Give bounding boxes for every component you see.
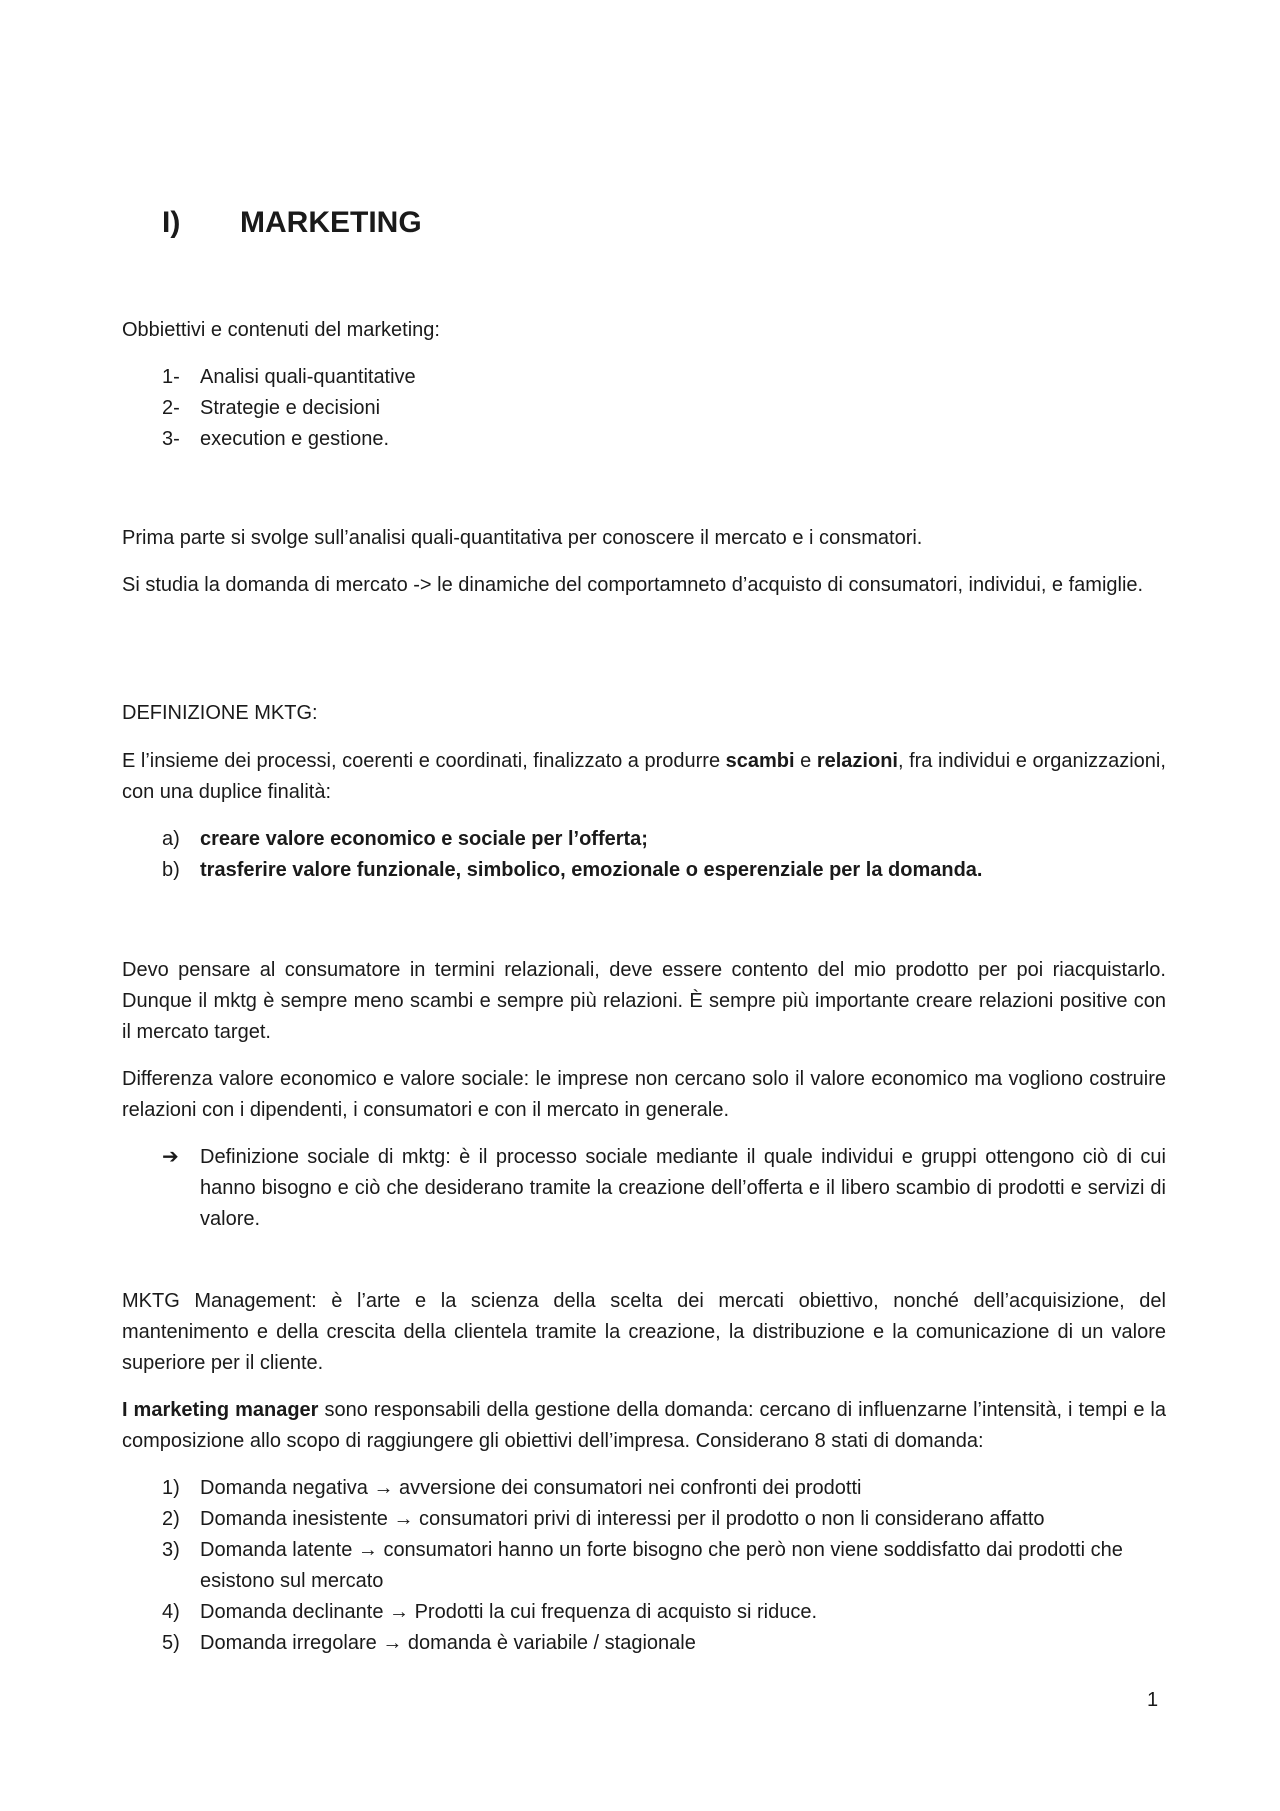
text-run: sono responsabili della gestione della domanda: cercano di influenzarne l’intensità, i tempi e la composizione allo scopo di raggiungere gli obiettivi dell’impresa. Considerano 8 stati di domanda: xyxy=(122,1399,1166,1452)
list-marker: 1- xyxy=(162,366,180,388)
paragraph: Si studia la domanda di mercato -> le dinamiche del comportamneto d’acquisto di consumatori, individui, e famiglie. xyxy=(122,574,1144,596)
list-item xyxy=(122,824,1166,855)
analysis-block xyxy=(122,523,1166,601)
definition-paragraph xyxy=(122,746,1166,808)
intro-block xyxy=(122,315,1166,455)
list-item-text: Domanda negativa → avversione dei consumatori nei confronti dei prodotti xyxy=(200,1477,862,1499)
list-item-text: execution e gestione. xyxy=(200,428,390,450)
list-item-text: Analisi quali-quantitative xyxy=(200,366,416,388)
section-number: I) xyxy=(162,206,181,239)
list-marker: 3- xyxy=(162,428,180,450)
list-item-text: creare valore economico e sociale per l’offerta; xyxy=(200,828,648,850)
text-run: , fra individui e organizzazioni, con una duplice finalità: xyxy=(122,750,1166,803)
definition-label: DEFINIZIONE MKTG: xyxy=(122,702,318,724)
list-marker: 3) xyxy=(162,1539,180,1561)
purpose-list xyxy=(122,824,1166,886)
list-marker: a) xyxy=(162,828,180,850)
list-item-text: Domanda latente → consumatori hanno un forte bisogno che però non viene soddisfatto dai prodotti che esistono sul mercato xyxy=(200,1539,1123,1592)
relations-block xyxy=(122,955,1166,1235)
text-run: E l’insieme dei processi, coerenti e coordinati, finalizzato a produrre xyxy=(122,750,726,772)
text-run: e xyxy=(794,750,817,772)
list-item xyxy=(122,424,1166,455)
list-item-text: Domanda declinante → Prodotti la cui frequenza di acquisto si riduce. xyxy=(200,1601,818,1623)
list-item xyxy=(122,393,1166,424)
list-marker: 4) xyxy=(162,1601,180,1623)
list-item-text: Domanda irregolare → domanda è variabile / stagionale xyxy=(200,1632,696,1654)
definition-block xyxy=(122,698,1166,886)
list-marker: 5) xyxy=(162,1632,180,1654)
page-number: 1 xyxy=(1147,1689,1159,1711)
list-item xyxy=(122,1473,1166,1504)
bold-term: scambi xyxy=(725,750,795,772)
list-marker: 2- xyxy=(162,397,180,419)
list-marker: b) xyxy=(162,859,180,881)
bold-term: relazioni xyxy=(816,750,898,772)
objectives-list xyxy=(122,362,1166,455)
list-marker: 2) xyxy=(162,1508,180,1530)
list-item-text: trasferire valore funzionale, simbolico, emozionale o esperenziale per la domanda. xyxy=(200,859,983,881)
section-title: MARKETING xyxy=(240,206,422,239)
arrow-bullet xyxy=(122,1142,1166,1235)
list-item xyxy=(122,1535,1166,1597)
list-item xyxy=(122,855,1166,886)
management-block xyxy=(122,1286,1166,1659)
paragraph: Prima parte si svolge sull’analisi quali-quantitativa per conoscere il mercato e i consmatori. xyxy=(122,527,923,549)
list-item xyxy=(122,362,1166,393)
intro-label: Obbiettivi e contenuti del marketing: xyxy=(122,319,440,341)
list-item-text: Domanda inesistente → consumatori privi di interessi per il prodotto o non li considerano affatto xyxy=(200,1508,1045,1530)
demand-states-list xyxy=(122,1473,1166,1659)
paragraph: Differenza valore economico e valore sociale: le imprese non cercano solo il valore economico ma vogliono costruire relazioni con i dipendenti, i consumatori e con il mercato in generale. xyxy=(122,1068,1166,1121)
list-item xyxy=(122,1597,1166,1628)
paragraph: Devo pensare al consumatore in termini relazionali, deve essere contento del mio prodotto per poi riacquistarlo. Dunque il mktg è sempre meno scambi e sempre più relazioni. È sempre più importante creare relazioni positive con il mercato target. xyxy=(122,959,1166,1043)
bold-term: I marketing manager xyxy=(122,1399,319,1421)
list-marker: 1) xyxy=(162,1477,180,1499)
section-heading xyxy=(162,203,422,243)
paragraph: MKTG Management: è l’arte e la scienza della scelta dei mercati obiettivo, nonché dell’acquisizione, del mantenimento e della crescita della clientela tramite la creazione, la distribuzione e la comunicazione di un valore superiore per il cliente. xyxy=(122,1290,1166,1374)
list-item xyxy=(122,1628,1166,1659)
list-item-text: Strategie e decisioni xyxy=(200,397,381,419)
list-item xyxy=(122,1504,1166,1535)
paragraph xyxy=(122,1395,1166,1457)
arrow-bullet-text: Definizione sociale di mktg: è il processo sociale mediante il quale individui e gruppi ottengono ciò di cui hanno bisogno e ciò che desiderano tramite la creazione dell’offerta e il libero scambio di prodotti e servizi di valore. xyxy=(200,1146,1166,1230)
arrow-icon: ➔ xyxy=(162,1146,179,1168)
